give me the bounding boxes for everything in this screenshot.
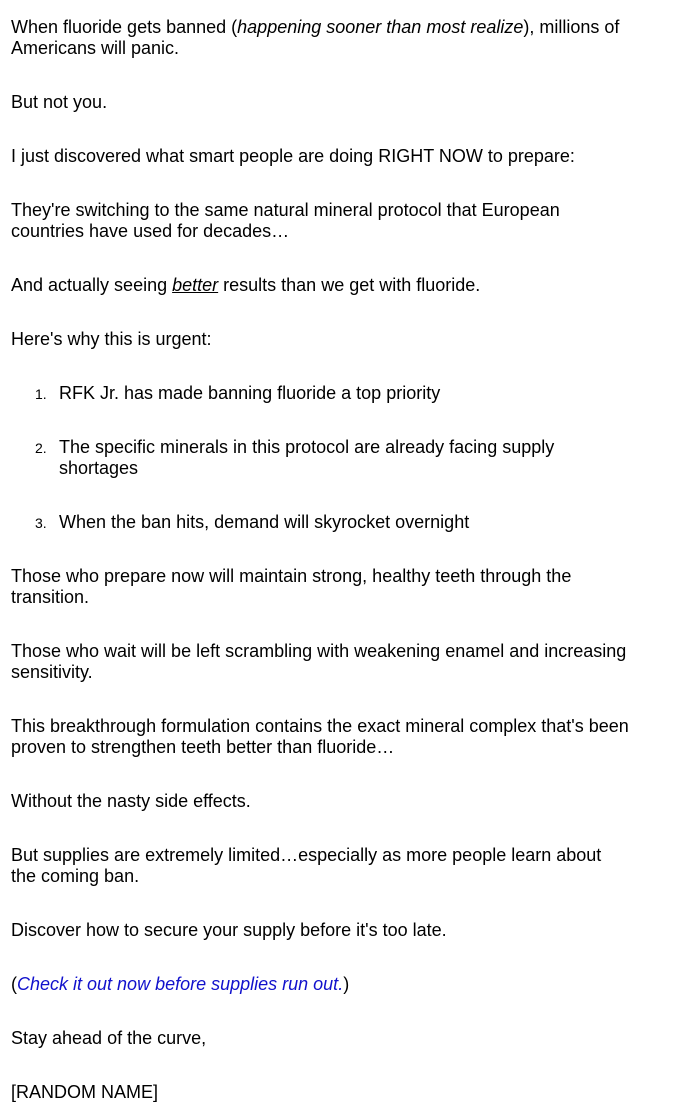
reasons-list — [11, 383, 631, 533]
list-item — [35, 512, 599, 533]
paragraph-secure-supply: Discover how to secure your supply before it's too late. — [11, 920, 447, 940]
check-it-out-link[interactable]: Check it out now before supplies run out. — [17, 974, 344, 994]
list-number: 1. — [35, 386, 47, 402]
italic-text: happening sooner than most realize — [237, 17, 524, 37]
list-item-text: The specific minerals in this protocol are already facing supply shortages — [59, 437, 555, 478]
text-segment: results than we get with fluoride. — [218, 275, 481, 295]
paragraph-cta — [11, 974, 631, 995]
underlined-emphasis: better — [172, 275, 219, 295]
paragraph-better-results — [11, 275, 631, 296]
list-item-text: RFK Jr. has made banning fluoride a top priority — [59, 383, 441, 403]
paragraph-breakthrough: This breakthrough formulation contains the exact mineral complex that's been proven to strengthen teeth better than fluoride… — [11, 716, 629, 757]
text-segment: ), millions of Americans will panic. — [11, 17, 620, 58]
list-item — [35, 437, 599, 479]
paragraph-discovered: I just discovered what smart people are doing RIGHT NOW to prepare: — [11, 146, 575, 166]
paragraph-urgent: Here's why this is urgent: — [11, 329, 212, 349]
paragraph-side-effects: Without the nasty side effects. — [11, 791, 251, 811]
list-number: 2. — [35, 440, 47, 456]
signature-name: [RANDOM NAME] — [11, 1082, 159, 1102]
paragraph-those-who-wait: Those who wait will be left scrambling with weakening enamel and increasing sensitivity. — [11, 641, 627, 682]
paragraph-not-you: But not you. — [11, 92, 108, 112]
list-item — [35, 383, 599, 404]
text-segment: When fluoride gets banned ( — [11, 17, 238, 37]
paragraph-switching: They're switching to the same natural mineral protocol that European countries have used for decades… — [11, 200, 560, 241]
sign-off: Stay ahead of the curve, — [11, 1028, 207, 1048]
text-segment: And actually seeing — [11, 275, 173, 295]
paragraph-prepare-now: Those who prepare now will maintain strong, healthy teeth through the transition. — [11, 566, 572, 607]
list-item-text: When the ban hits, demand will skyrocket overnight — [59, 512, 470, 532]
paragraph-limited-supply: But supplies are extremely limited…especially as more people learn about the coming ban. — [11, 845, 602, 886]
paren-open: ( — [11, 974, 17, 994]
list-number: 3. — [35, 515, 47, 531]
paren-close: ) — [343, 974, 350, 994]
paragraph-fluoride-ban — [11, 17, 631, 59]
